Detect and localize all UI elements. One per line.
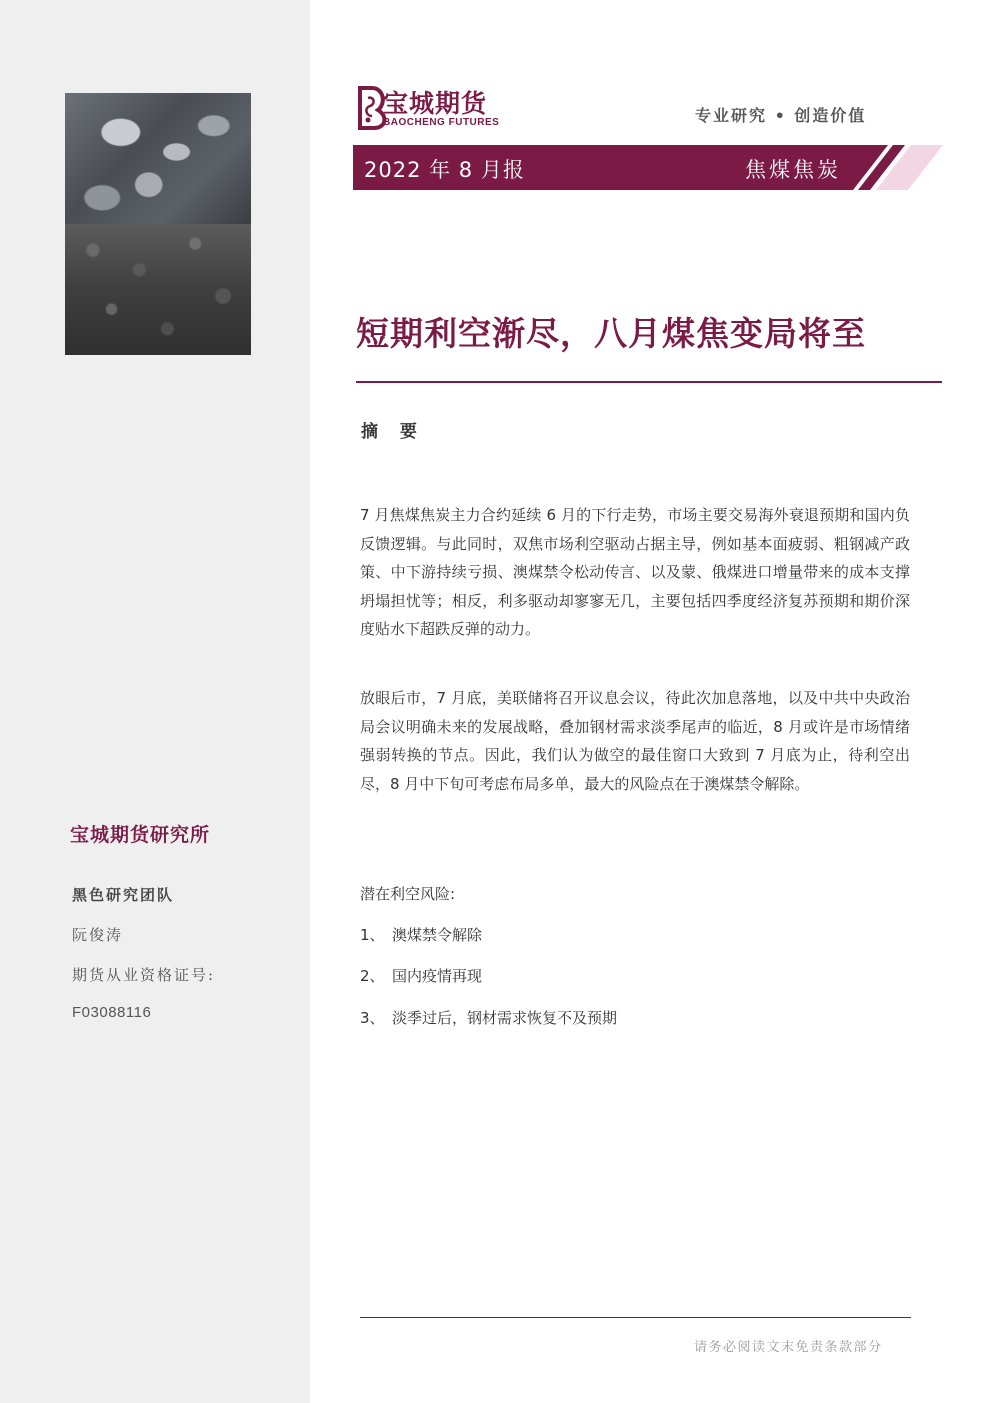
risk-item: [360, 1007, 617, 1028]
logo-chinese-name: 宝城期货: [383, 89, 488, 118]
abstract-heading: 摘 要: [361, 422, 425, 442]
license-number: F03088116: [72, 1004, 152, 1021]
risk-item-text: 澳煤禁令解除: [392, 926, 483, 944]
abstract-paragraph-1: 7 月焦煤焦炭主力合约延续 6 月的下行走势，市场主要交易海外衰退预期和国内负反馈逻辑。与此同时，双焦市场利空驱动占据主导，例如基本面疲弱、粗钢减产政策、中下游持续亏损、澳煤禁令松动传言、以及蒙、俄煤进口增量带来的成本支撑坍塌担忧等；相反，利多驱动却寥寥无几，主要包括四季度经济复苏预期和期价深度贴水下超跌反弹的动力。: [360, 506, 910, 638]
risk-item: [360, 965, 482, 986]
slogan: 专业研究 • 创造价值: [695, 106, 867, 125]
risk-item-number: 3、: [360, 1009, 385, 1027]
report-date: 2022 年 8 月报: [364, 158, 525, 182]
institute-name: 宝城期货研究所: [70, 824, 211, 846]
license-label: 期货从业资格证号:: [72, 966, 216, 984]
disclaimer-note: 请务必阅读文末免责条款部分: [694, 1340, 883, 1355]
coal-lumps-photo: [65, 93, 251, 224]
logo-english-name: BAOCHENG FUTURES: [383, 117, 500, 128]
abstract-paragraph-2: 放眼后市，7 月底，美联储将召开议息会议，待此次加息落地，以及中共中央政治局会议明确未来的发展战略，叠加钢材需求淡季尾声的临近，8 月或许是市场情绪强弱转换的节点。因此，我们认为做空的最佳窗口大致到 7 月底为止，待利空出尽，8 月中下旬可考虑布局多单，最大的风险点在于澳煤禁令解除。: [360, 689, 910, 793]
risk-item-number: 2、: [360, 967, 385, 985]
risk-item: [360, 924, 482, 945]
team-name: 黑色研究团队: [72, 886, 175, 904]
title-divider: [356, 381, 942, 383]
risk-item-text: 淡季过后，钢材需求恢复不及预期: [392, 1009, 618, 1027]
report-topic: 焦煤焦炭: [745, 158, 841, 182]
risk-item-number: 1、: [360, 926, 385, 944]
coke-granules-photo: [65, 224, 251, 355]
risk-heading: 潜在利空风险:: [360, 885, 456, 903]
analyst-name: 阮俊涛: [72, 926, 124, 944]
report-title: 短期利空渐尽，八月煤焦变局将至: [356, 314, 866, 353]
footer-divider: [360, 1317, 911, 1318]
risk-item-text: 国内疫情再现: [392, 967, 483, 985]
